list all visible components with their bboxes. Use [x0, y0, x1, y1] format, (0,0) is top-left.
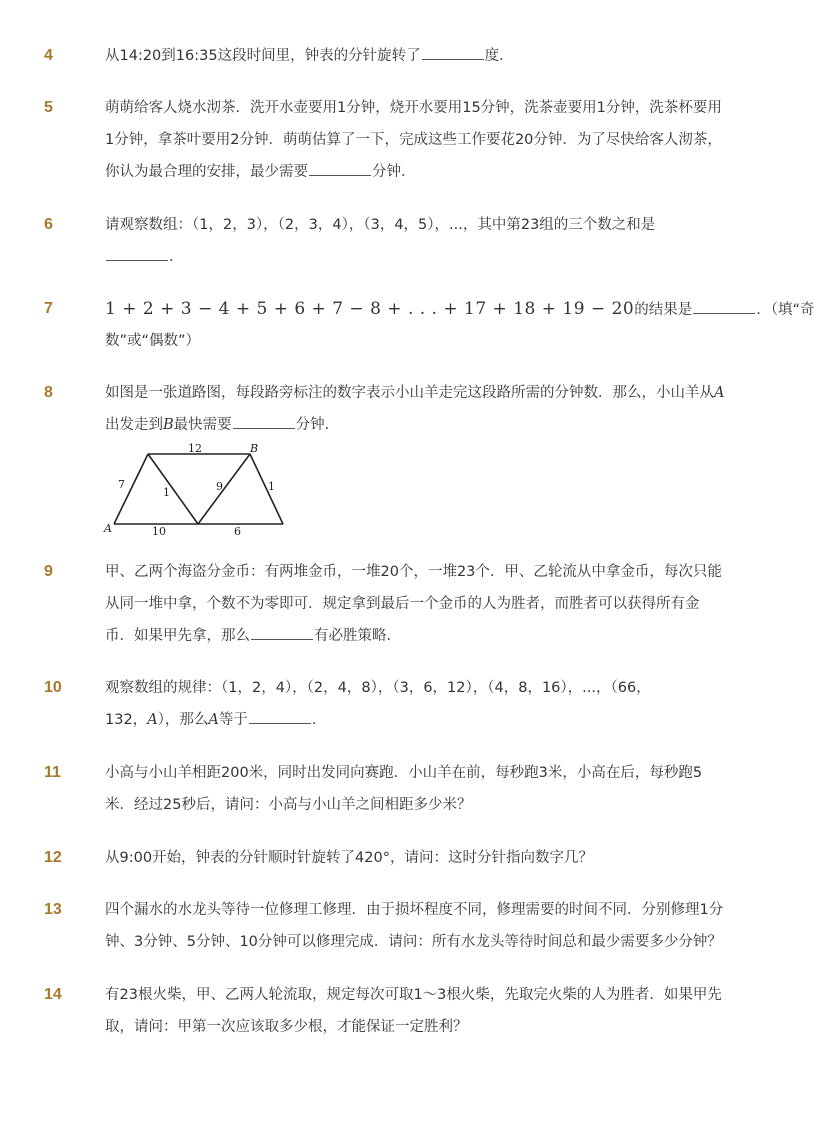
text-line: 小高与小山羊相距200米，同时出发同向赛跑．小山羊在前，每秒跑3米，小高在后，每秒跑5	[105, 765, 703, 781]
problem-text	[105, 556, 725, 652]
text-line: 132，A），那么A等于 ．	[105, 704, 725, 736]
problem-number: 10	[44, 679, 62, 696]
text-line: 萌萌给客人烧水沏茶．洗开水壶要用1分钟，烧开水要用15分钟，洗茶壶要用1分钟，洗茶杯要用	[105, 100, 722, 116]
text-line: 从14:20到16:35这段时间里，钟表的分针旋转了 度．	[105, 40, 725, 72]
problem-number: 8	[44, 384, 53, 401]
problem-text	[105, 377, 725, 441]
edge-label-middle-right: 9	[216, 480, 223, 493]
answer-blank[interactable]	[251, 623, 313, 640]
problem-text	[105, 672, 725, 736]
text-line: 从同一堆中拿，个数不为零即可．规定拿到最后一个金币的人为胜者，而胜者可以获得所有金	[105, 596, 700, 612]
problem-text	[105, 979, 725, 1043]
answer-blank[interactable]	[693, 297, 755, 314]
text-line: 有23根火柴，甲、乙两人轮流取，规定每次可取1～3根火柴，先取完火柴的人为胜者．如果甲先	[105, 987, 722, 1003]
problem-number: 11	[44, 764, 61, 781]
text-line: 四个漏水的水龙头等待一位修理工修理．由于损坏程度不同，修理需要的时间不同．分别修理1分	[105, 902, 724, 918]
problem-number: 5	[44, 99, 53, 116]
text-line: 1 + 2 + 3 − 4 + 5 + 6 + 7 − 8 + . . . + 17 + 18 + 19 − 20的结果是 ．（填“奇	[105, 299, 814, 319]
problem-text	[105, 894, 725, 958]
edge-label-middle-left: 1	[163, 486, 170, 499]
problem-number: 6	[44, 216, 53, 233]
problem-text	[105, 293, 814, 357]
edge-middle-left	[148, 454, 198, 524]
text-line: 请观察数组：（1，2，3），（2，3，4），（3，4，5），...，其中第23组的三个数之和是	[105, 217, 656, 233]
problem-number: 14	[44, 986, 62, 1003]
text-line: 从9:00开始，钟表的分针顺时针旋转了420°，请问：这时分针指向数字几？	[105, 850, 593, 866]
text-line: 数”或“偶数”）	[105, 333, 201, 349]
text-line: 米．经过25秒后，请问：小高与小山羊之间相距多少米？	[105, 797, 472, 813]
edge-label-right: 1	[268, 480, 275, 493]
problem-text	[105, 209, 725, 273]
text-line: 甲、乙两个海盗分金币：有两堆金币，一堆20个，一堆23个．甲、乙轮流从中拿金币，每次只能	[105, 564, 722, 580]
answer-blank[interactable]	[309, 159, 371, 176]
problem-text	[105, 40, 725, 72]
answer-blank[interactable]	[106, 244, 168, 261]
problem-number: 7	[44, 300, 53, 317]
text-line: 钟、3分钟、5分钟、10分钟可以修理完成．请问：所有水龙头等待时间总和最少需要多少分钟？	[105, 934, 722, 950]
answer-blank[interactable]	[233, 412, 295, 429]
math-expression: 1 + 2 + 3 − 4 + 5 + 6 + 7 − 8 + . . . + 17 + 18 + 19 − 20	[105, 299, 635, 319]
text-line: 币．如果甲先拿，那么 有必胜策略．	[105, 620, 725, 652]
road-map-figure	[100, 440, 290, 540]
text-line: 取，请问：甲第一次应该取多少根，才能保证一定胜利？	[105, 1019, 468, 1035]
problem-text	[105, 757, 725, 821]
problem-number: 13	[44, 901, 62, 918]
problem-number: 12	[44, 849, 62, 866]
text-line: 出发走到B最快需要 分钟．	[105, 409, 725, 441]
problem-text	[105, 842, 725, 874]
answer-blank[interactable]	[249, 707, 311, 724]
text-line: 1分钟，拿茶叶要用2分钟．萌萌估算了一下，完成这些工作要花20分钟．为了尽快给客人沏茶，	[105, 132, 722, 148]
road-edges	[114, 454, 283, 524]
edge-middle-right	[198, 454, 250, 524]
text-line: 观察数组的规律：（1，2，4），（2，4，8），（3，6，12），（4，8，16），...，（66，	[105, 680, 651, 696]
text-line: 你认为最合理的安排，最少需要 分钟．	[105, 156, 725, 188]
text-line: ．	[105, 241, 725, 273]
problem-number: 9	[44, 563, 53, 580]
vertex-b-label: B	[250, 442, 259, 455]
edge-label-bottom-left: 10	[152, 525, 166, 538]
edge-right	[250, 454, 283, 524]
vertex-a-label: A	[104, 522, 112, 535]
problem-text	[105, 92, 725, 188]
problem-number: 4	[44, 47, 53, 64]
edge-label-left: 7	[118, 478, 125, 491]
answer-blank[interactable]	[422, 43, 484, 60]
text-line: 如图是一张道路图，每段路旁标注的数字表示小山羊走完这段路所需的分钟数．那么，小山羊从A	[105, 385, 725, 401]
edge-label-top: 12	[188, 442, 202, 455]
edge-label-bottom-right: 6	[234, 525, 241, 538]
